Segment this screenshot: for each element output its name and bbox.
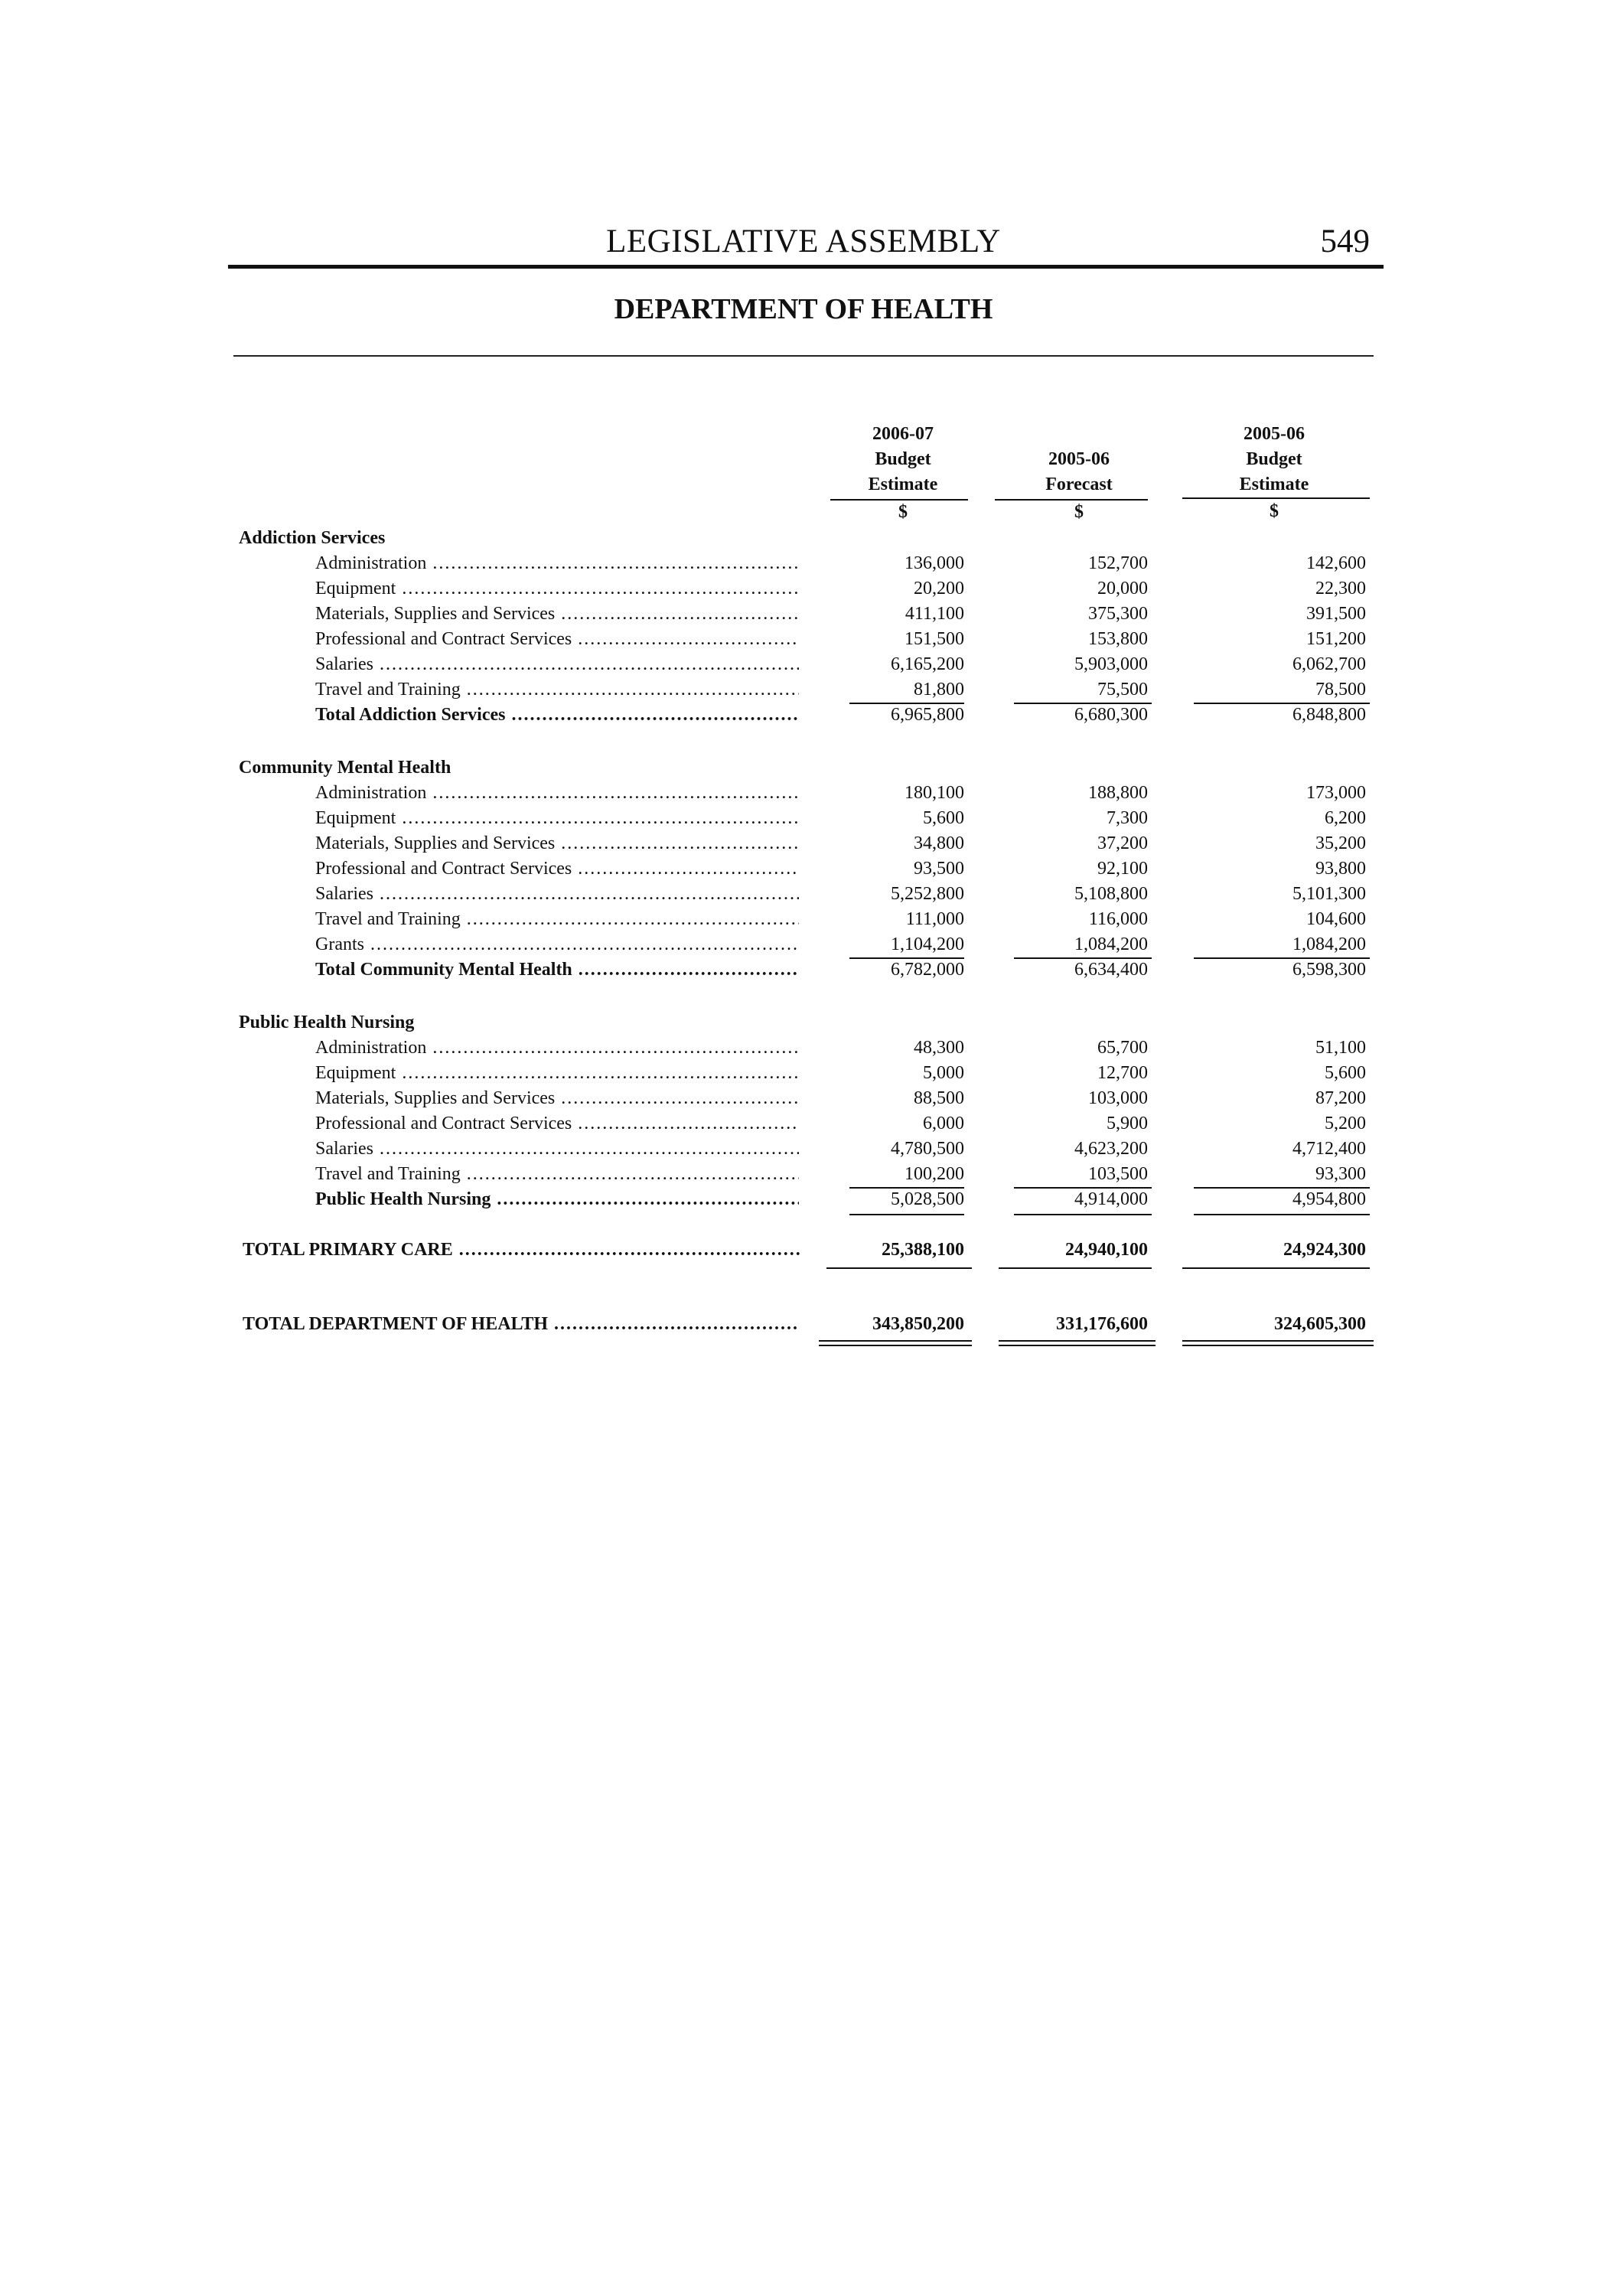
table-row (0, 1139, 1607, 1165)
table-row-grand-total (0, 1240, 1607, 1266)
value-2005-06-forecast: 65,700 (1097, 1038, 1148, 1058)
department-title: DEPARTMENT OF HEALTH (614, 293, 993, 325)
section-title: Public Health Nursing (239, 1013, 415, 1032)
row-label: Materials, Supplies and Services ..... (315, 604, 799, 625)
table-row (0, 1063, 1607, 1089)
value-2006-07-budget: 100,200 (905, 1164, 964, 1184)
value-2005-06-forecast: 5,900 (1107, 1114, 1148, 1133)
table-row (0, 859, 1607, 885)
column-header-line: 2006-07 (872, 424, 934, 444)
value-2006-07-budget: 6,782,000 (891, 960, 964, 980)
value-2006-07-budget: 151,500 (905, 629, 964, 649)
total-rule (999, 1267, 1152, 1269)
subtotal-rule (1194, 1187, 1370, 1189)
row-label: TOTAL DEPARTMENT OF HEALTH ..... (243, 1314, 800, 1335)
value-2005-06-budget: 22,300 (1315, 579, 1366, 598)
double-rule (999, 1345, 1156, 1346)
column-header-2005-06-forecast (1010, 447, 1148, 497)
subtotal-rule (1014, 703, 1152, 704)
column-header-line: 2005-06 (1244, 424, 1305, 444)
subtotal-rule (1014, 957, 1152, 959)
row-label: Materials, Supplies and Services ..... (315, 833, 799, 854)
table-row (0, 553, 1607, 579)
value-2006-07-budget: 20,200 (914, 579, 964, 598)
table-row (0, 884, 1607, 910)
column-header-line: Budget (875, 449, 931, 469)
currency-label: $ (898, 502, 908, 522)
value-2005-06-budget: 93,800 (1315, 859, 1366, 879)
value-2006-07-budget: 5,252,800 (891, 884, 964, 904)
value-2005-06-budget: 4,712,400 (1292, 1139, 1366, 1159)
value-2005-06-forecast: 6,634,400 (1074, 960, 1148, 980)
value-2005-06-forecast: 103,000 (1088, 1088, 1148, 1108)
double-rule (819, 1345, 972, 1346)
value-2005-06-forecast: 24,940,100 (1065, 1240, 1148, 1260)
row-label: Equipment ..... (315, 579, 799, 599)
section-heading-public-health-nursing (0, 1013, 1607, 1039)
table-row-total (0, 705, 1607, 731)
value-2005-06-budget: 324,605,300 (1274, 1314, 1366, 1334)
table-row (0, 579, 1607, 605)
currency-label: $ (1074, 502, 1084, 522)
page-header-title: LEGISLATIVE ASSEMBLY (606, 223, 1001, 259)
row-label: Grants ..... (315, 934, 799, 955)
value-2005-06-forecast: 7,300 (1107, 808, 1148, 828)
value-2006-07-budget: 1,104,200 (891, 934, 964, 954)
value-2005-06-budget: 78,500 (1315, 680, 1366, 700)
row-label: Administration ..... (315, 783, 799, 804)
value-2005-06-budget: 4,954,800 (1292, 1189, 1366, 1209)
column-header-line: Budget (1246, 449, 1302, 469)
table-row (0, 1088, 1607, 1114)
value-2006-07-budget: 6,165,200 (891, 654, 964, 674)
total-rule (826, 1267, 972, 1269)
row-label: Professional and Contract Services ..... (315, 1114, 799, 1134)
column-header-2006-07-budget (842, 422, 964, 497)
subtotal-rule (1194, 703, 1370, 704)
subtotal-rule (1194, 957, 1370, 959)
table-row-total (0, 1189, 1607, 1215)
value-2006-07-budget: 88,500 (914, 1088, 964, 1108)
value-2006-07-budget: 111,000 (905, 909, 964, 929)
value-2006-07-budget: 6,965,800 (891, 705, 964, 725)
value-2005-06-forecast: 153,800 (1088, 629, 1148, 649)
double-rule (819, 1340, 972, 1342)
value-2005-06-budget: 173,000 (1306, 783, 1366, 803)
value-2005-06-budget: 142,600 (1306, 553, 1366, 573)
value-2005-06-forecast: 4,914,000 (1074, 1189, 1148, 1209)
value-2006-07-budget: 411,100 (905, 604, 964, 624)
value-2006-07-budget: 81,800 (914, 680, 964, 700)
value-2005-06-forecast: 5,108,800 (1074, 884, 1148, 904)
column-header-line: Estimate (1239, 475, 1309, 494)
value-2005-06-budget: 87,200 (1315, 1088, 1366, 1108)
row-label: Salaries ..... (315, 884, 799, 905)
value-2005-06-forecast: 331,176,600 (1056, 1314, 1148, 1334)
section-heading-addiction-services (0, 528, 1607, 554)
table-row (0, 808, 1607, 834)
value-2005-06-budget: 51,100 (1315, 1038, 1366, 1058)
subtotal-rule (1014, 1187, 1152, 1189)
table-row (0, 680, 1607, 706)
section-title: Community Mental Health (239, 758, 451, 778)
value-2005-06-forecast: 6,680,300 (1074, 705, 1148, 725)
value-2006-07-budget: 6,000 (923, 1114, 964, 1133)
section-heading-community-mental-health (0, 758, 1607, 784)
value-2005-06-budget: 6,062,700 (1292, 654, 1366, 674)
value-2006-07-budget: 5,028,500 (891, 1189, 964, 1209)
value-2006-07-budget: 343,850,200 (872, 1314, 964, 1334)
subtotal-rule (849, 1214, 964, 1215)
subtotal-rule (849, 1187, 964, 1189)
column-header-underline (995, 499, 1148, 501)
value-2005-06-budget: 6,598,300 (1292, 960, 1366, 980)
table-row-department-total (0, 1314, 1607, 1340)
value-2005-06-forecast: 20,000 (1097, 579, 1148, 598)
double-rule (1182, 1340, 1374, 1342)
value-2006-07-budget: 5,600 (923, 808, 964, 828)
double-rule (999, 1340, 1156, 1342)
row-label: Travel and Training ..... (315, 1164, 799, 1185)
value-2006-07-budget: 4,780,500 (891, 1139, 964, 1159)
value-2005-06-forecast: 103,500 (1088, 1164, 1148, 1184)
column-header-2005-06-budget (1198, 422, 1351, 497)
value-2005-06-budget: 6,200 (1325, 808, 1366, 828)
subtotal-rule (849, 957, 964, 959)
row-label: Public Health Nursing ..... (315, 1189, 799, 1210)
table-row (0, 1164, 1607, 1190)
value-2005-06-budget: 6,848,800 (1292, 705, 1366, 725)
value-2005-06-budget: 24,924,300 (1283, 1240, 1366, 1260)
value-2005-06-forecast: 92,100 (1097, 859, 1148, 879)
value-2005-06-forecast: 5,903,000 (1074, 654, 1148, 674)
value-2005-06-budget: 1,084,200 (1292, 934, 1366, 954)
row-label: Travel and Training ..... (315, 909, 799, 930)
table-row (0, 604, 1607, 630)
table-row (0, 833, 1607, 859)
table-row (0, 1114, 1607, 1140)
table-row (0, 629, 1607, 655)
value-2005-06-budget: 391,500 (1306, 604, 1366, 624)
value-2005-06-forecast: 12,700 (1097, 1063, 1148, 1083)
row-label: Professional and Contract Services ..... (315, 629, 799, 650)
value-2005-06-forecast: 116,000 (1088, 909, 1148, 929)
value-2005-06-forecast: 1,084,200 (1074, 934, 1148, 954)
row-label: Materials, Supplies and Services ..... (315, 1088, 799, 1109)
value-2006-07-budget: 136,000 (905, 553, 964, 573)
value-2005-06-budget: 5,600 (1325, 1063, 1366, 1083)
value-2006-07-budget: 25,388,100 (882, 1240, 964, 1260)
value-2005-06-forecast: 188,800 (1088, 783, 1148, 803)
value-2005-06-forecast: 37,200 (1097, 833, 1148, 853)
department-rule (233, 355, 1374, 357)
total-rule (1182, 1267, 1370, 1269)
row-label: Total Community Mental Health ..... (315, 960, 799, 980)
subtotal-rule (849, 703, 964, 704)
row-label: Travel and Training ..... (315, 680, 799, 700)
value-2005-06-budget: 93,300 (1315, 1164, 1366, 1184)
header-rule (228, 265, 1384, 269)
row-label: Salaries ..... (315, 1139, 799, 1159)
value-2005-06-budget: 104,600 (1306, 909, 1366, 929)
value-2005-06-forecast: 75,500 (1097, 680, 1148, 700)
column-header-line: 2005-06 (1048, 449, 1110, 469)
column-header-underline (830, 499, 968, 501)
value-2006-07-budget: 34,800 (914, 833, 964, 853)
column-header-line: Forecast (1045, 475, 1113, 494)
table-row (0, 1038, 1607, 1064)
row-label: Professional and Contract Services ..... (315, 859, 799, 879)
row-label: Administration ..... (315, 1038, 799, 1058)
subtotal-rule (1014, 1214, 1152, 1215)
section-title: Addiction Services (239, 528, 386, 548)
value-2005-06-budget: 151,200 (1306, 629, 1366, 649)
page-number: 549 (1320, 223, 1370, 259)
table-row-total (0, 960, 1607, 986)
currency-label: $ (1270, 501, 1279, 521)
value-2005-06-forecast: 4,623,200 (1074, 1139, 1148, 1159)
double-rule (1182, 1345, 1374, 1346)
subtotal-rule (1194, 1214, 1370, 1215)
table-row (0, 654, 1607, 680)
row-label: TOTAL PRIMARY CARE ..... (243, 1240, 800, 1261)
table-row (0, 783, 1607, 809)
row-label: Salaries ..... (315, 654, 799, 675)
value-2005-06-budget: 35,200 (1315, 833, 1366, 853)
row-label: Equipment ..... (315, 808, 799, 829)
value-2006-07-budget: 48,300 (914, 1038, 964, 1058)
value-2005-06-budget: 5,101,300 (1292, 884, 1366, 904)
row-label: Administration ..... (315, 553, 799, 574)
column-header-underline (1182, 497, 1370, 499)
value-2006-07-budget: 180,100 (905, 783, 964, 803)
value-2006-07-budget: 5,000 (923, 1063, 964, 1083)
row-label: Equipment ..... (315, 1063, 799, 1084)
value-2005-06-forecast: 152,700 (1088, 553, 1148, 573)
row-label: Total Addiction Services ..... (315, 705, 799, 726)
value-2005-06-forecast: 375,300 (1088, 604, 1148, 624)
value-2005-06-budget: 5,200 (1325, 1114, 1366, 1133)
table-row (0, 909, 1607, 935)
table-row (0, 934, 1607, 960)
value-2006-07-budget: 93,500 (914, 859, 964, 879)
column-header-line: Estimate (868, 475, 938, 494)
